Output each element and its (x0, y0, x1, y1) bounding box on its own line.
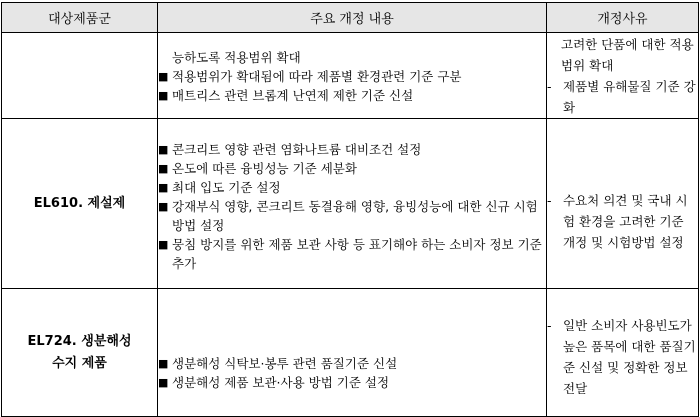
bullet-icon: ■ (158, 199, 169, 213)
product-name-line: EL724. 생분해성 (27, 333, 132, 349)
revision-content-cell (158, 33, 547, 119)
list-item-text: 적용범위가 확대됨에 따라 제품별 환경관련 기준 구분 (172, 69, 462, 84)
dash-icon: - (547, 79, 552, 94)
reason-item (547, 190, 698, 253)
bullet-icon: ■ (158, 237, 169, 251)
continued-reason-text: 고려한 단품에 대한 적용범위 확대 (561, 37, 694, 73)
list-item-text: 생분해성 제품 보관·사용 방법 기준 설정 (172, 374, 390, 390)
product-cell: EL610. 제설제 (2, 119, 158, 289)
list-item-text: 생분해성 식탁보·봉투 관련 품질기준 신설 (172, 355, 398, 371)
header-main-revisions: 주요 개정 내용 (158, 3, 547, 33)
bullet-icon: ■ (158, 142, 169, 156)
list-item (158, 354, 546, 373)
bullet-icon: ■ (158, 375, 169, 389)
list-item-text: 온도에 따른 융빙성능 기준 세분화 (172, 160, 357, 176)
bullet-icon: ■ (158, 356, 169, 370)
bullet-icon: ■ (158, 89, 169, 102)
reason-text: 수요처 의견 및 국내 시험 환경을 고려한 기준 개정 및 시험방법 설정 (563, 193, 688, 250)
list-item (158, 140, 546, 159)
bullet-icon: ■ (158, 70, 169, 83)
product-cell (2, 289, 158, 417)
reason-item (547, 76, 698, 118)
list-item (158, 159, 546, 178)
table-row (2, 289, 699, 417)
reason-text: 제품별 유해물질 기준 강화 (563, 79, 696, 115)
table-row (2, 119, 699, 289)
dash-icon: - (547, 317, 552, 333)
revision-reason-cell (547, 33, 699, 119)
header-product-group: 대상제품군 (2, 3, 158, 33)
product-name-line: 수지 제품 (52, 355, 107, 371)
table-header-row (2, 3, 699, 33)
revision-table (1, 2, 699, 417)
continued-text: 능하도록 적용범위 확대 (172, 50, 301, 65)
header-revision-reason: 개정사유 (547, 3, 699, 33)
bullet-icon: ■ (158, 161, 169, 175)
list-item (158, 86, 546, 105)
list-item-text: 매트리스 관련 브롬계 난연제 제한 기준 신설 (172, 88, 414, 103)
revision-reason-cell (547, 289, 699, 417)
list-item-text: 강재부식 영향, 콘크리트 동결융해 영향, 융빙성능에 대한 신규 시험방법 설정 (172, 198, 538, 233)
table-row (2, 33, 699, 119)
product-cell (2, 33, 158, 119)
list-item (158, 373, 546, 392)
list-item-text: 최대 입도 기준 설정 (172, 179, 281, 195)
list-item (158, 67, 546, 86)
list-item-text: 콘크리트 영향 관련 염화나트륨 대비조건 설정 (172, 141, 422, 157)
revision-content-cell (158, 289, 547, 417)
list-item-text: 뭉침 방지를 위한 제품 보관 사항 등 표기해야 하는 소비자 정보 기준 추가 (172, 236, 542, 271)
reason-item (547, 315, 698, 399)
revision-reason-cell (547, 119, 699, 289)
dash-icon: - (547, 193, 552, 208)
reason-text: 일반 소비자 사용빈도가 높은 품목에 대한 품질기준 신설 및 정확한 정보 전달 (563, 317, 696, 396)
list-item (158, 235, 546, 273)
list-item (158, 178, 546, 197)
revision-content-cell (158, 119, 547, 289)
bullet-icon: ■ (158, 180, 169, 194)
list-item (158, 197, 546, 235)
